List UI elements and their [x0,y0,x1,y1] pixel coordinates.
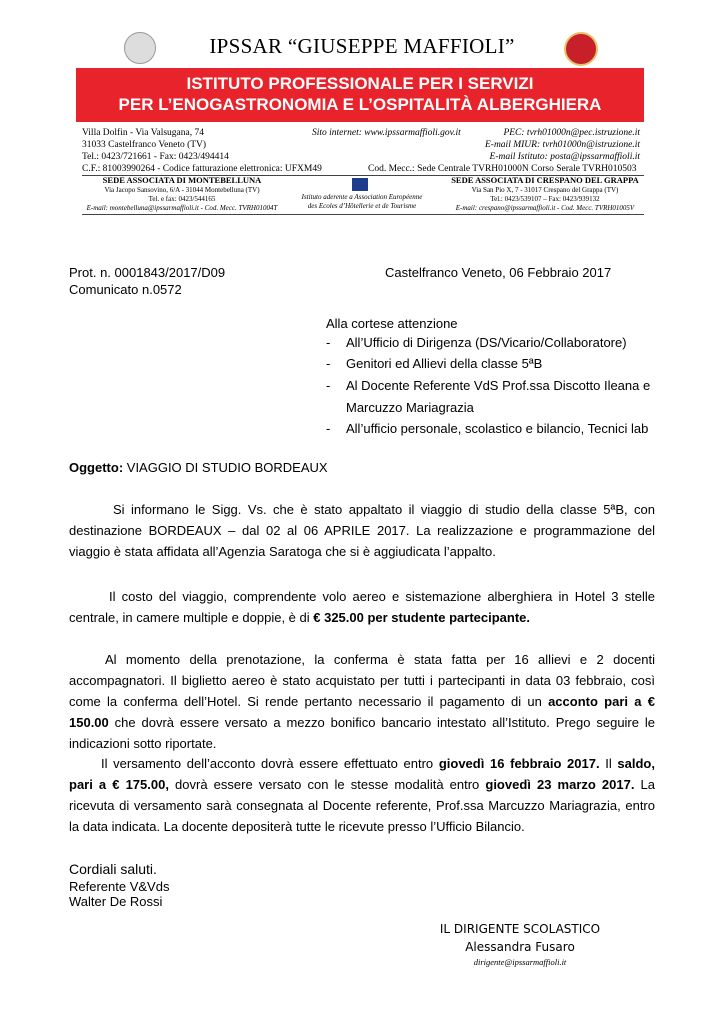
address-line-2: 31033 Castelfranco Veneto (TV) [82,140,207,150]
aeht-block [282,193,442,211]
cod-mecc: Cod. Mecc.: Sede Centrale TVRH01000N Corso Serale TVRH010503 [368,164,637,174]
sede-left-tel: Tel. e fax: 0423/544165 [148,195,216,203]
address-block [82,127,342,175]
subject-line [69,457,328,478]
paragraph-2: Il costo del viaggio, comprendente volo aereo e sistemazione alberghiera in Hotel 3 stelle centrale, in camere multiple e doppie, è di € 325.00 per studente partecipante. [69,589,655,625]
protocol-number: Prot. n. 0001843/2017/D09 [69,265,226,280]
address-line-3: Tel.: 0423/721661 - Fax: 0423/494414 [82,152,229,162]
sede-left-title: SEDE ASSOCIATA DI MONTEBELLUNA [102,175,262,185]
sede-montebelluna [82,176,282,213]
sede-crespano [440,176,650,213]
paragraph-4: Il versamento dell’acconto dovrà essere effettuato entro giovedì 16 febbraio 2017. Il saldo, pari a € 175.00, dovrà essere versato con le stesse modalità entro giovedì 23 marzo 2017. La ricevuta di versamento sarà consegnata al Docente referente, Prof.ssa Marcuzzo Mariagrazia, entro la data indicata. La docente depositerà tutte le ricevute presso l’Ufficio Bilancio. [69,756,656,834]
subject-text: VIAGGIO DI STUDIO BORDEAUX [123,460,328,475]
website: Sito internet: www.ipssarmaffioli.gov.it [312,128,461,138]
signature-email: dirigente@ipssarmaffioli.it [473,957,567,967]
banner-line-2: PER L’ENOGASTRONOMIA E L’OSPITALITÀ ALBERGHIERA [118,95,602,114]
sede-right-title: SEDE ASSOCIATA DI CRESPANO DEL GRAPPA [451,175,639,185]
subject-label: Oggetto: [69,460,124,475]
sede-right-email: E-mail: crespano@ipssarmaffioli.it - Cod. Mecc. TVRH01005V [455,204,635,212]
closing: Cordiali saluti. [69,861,157,877]
signature-name: Alessandra Fusaro [465,940,575,954]
attention-label: Alla cortese attenzione [326,316,458,331]
referent-name: Walter De Rossi [69,894,163,909]
banner-line-1: ISTITUTO PROFESSIONALE PER I SERVIZI [186,74,534,93]
sede-left-addr: Via Jacopo Sansovino, 6/A - 31044 Montebelluna (TV) [104,186,260,194]
school-name: IPSSAR “GIUSEPPE MAFFIOLI” [209,34,515,58]
sede-right-addr: Via San Pio X, 7 - 31017 Crespano del Grappa (TV) [471,186,619,194]
contacts-block [360,127,640,163]
referent-role: Referente V&Vds [69,879,170,894]
pec: PEC: tvrh01000n@pec.istruzione.it [503,128,640,138]
sede-right-tel: Tel.: 0423/539107 – Fax: 0423/939132 [490,195,600,203]
divider [82,214,644,215]
communicato-number: Comunicato n.0572 [69,282,182,297]
sede-left-email: E-mail: montebelluna@ipssarmaffioli.it - Cod. Mecc. TVRH01004T [86,204,278,212]
header-banner [76,68,644,122]
paragraph-3: Al momento della prenotazione, la conferma è stata fatta per 16 allievi e 2 docenti accompagnatori. Il biglietto aereo è stato acquistato per tutti i partecipanti in data 03 febbraio, così come la conferma dell’Hotel. Si rende pertanto necessario il pagamento di un acconto pari a € 150.00 che dovrà essere versato a mezzo bonifico bancario intestato all’Istituto. Prego seguire le indicazioni sotto riportate. [69,652,655,751]
email-istituto: E-mail Istituto: posta@ipssarmaffioli.it [489,152,640,162]
aeht-line-2: des Ecoles d’Hôtellerie et de Tourisme [307,202,417,210]
aeht-line-1: Istituto aderente a Association Européenne [301,193,423,201]
aeht-flag-icon [352,178,368,191]
email-miur: E-mail MIUR: tvrh01000n@istruzione.it [484,140,640,150]
address-line-1: Villa Dolfin - Via Valsugana, 74 [82,128,204,138]
signature-title: IL DIRIGENTE SCOLASTICO [439,922,601,936]
place-date: Castelfranco Veneto, 06 Febbraio 2017 [385,265,612,280]
paragraph-1: Si informano le Sigg. Vs. che è stato appaltato il viaggio di studio della classe 5ªB, con destinazione BORDEAUX – dal 02 al 06 APRILE 2017. La realizzazione e programmazione del viaggio è stata affidata all’Agenzia Saratoga che si è aggiudicata l’appalto. [69,502,655,559]
address-line-4: C.F.: 81003990264 - Codice fatturazione elettronica: UFXM49 [82,164,322,174]
